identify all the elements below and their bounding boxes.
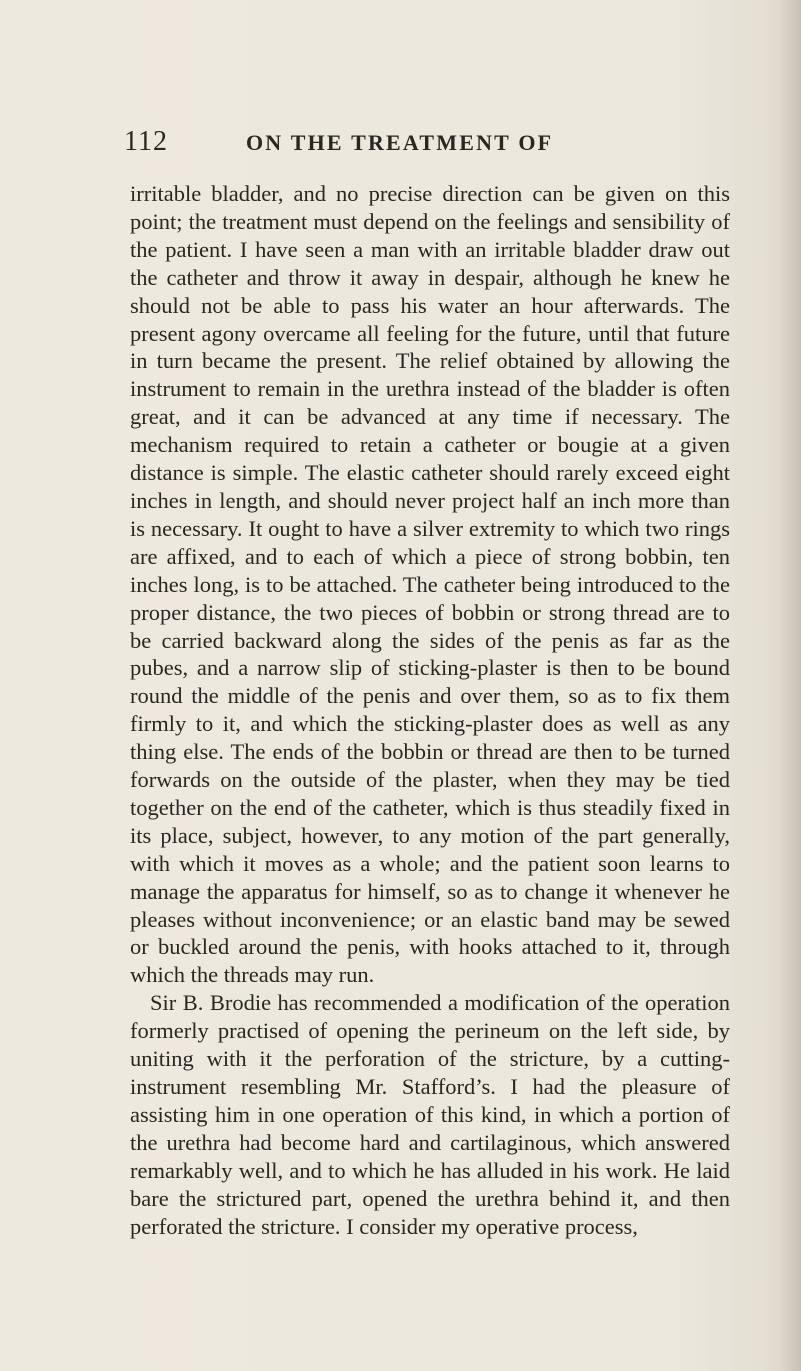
page-number: 112 bbox=[124, 126, 168, 157]
body-text bbox=[130, 180, 730, 1240]
paragraph-continuation: irritable bladder, and no precise direction can be given on this point; the treatment must depend on the feelings and sensibility of the patient. I have seen a man with an irritable bladder draw out the catheter and throw it away in despair, although he knew he should not be able to pass his water an hour afterwards. The present agony overcame all feeling for the future, until that future in turn became the present. The relief obtained by allowing the instrument to remain in the urethra instead of the bladder is often great, and it can be advanced at any time if necessary. The mechanism required to retain a catheter or bougie at a given distance is simple. The elastic catheter should rarely exceed eight inches in length, and should never project half an inch more than is necessary. It ought to have a silver extremity to which two rings are affixed, and to each of which a piece of strong bobbin, ten inches long, is to be attached. The catheter being introduced to the proper distance, the two pieces of bobbin or strong thread are to be carried backward along the sides of the penis as far as the pubes, and a narrow slip of sticking-plaster is then to be bound round the middle of the penis and over them, so as to fix them firmly to it, and which the sticking-plaster does as well as any thing else. The ends of the bobbin or thread are then to be turned forwards on the outside of the plaster, when they may be tied together on the end of the catheter, which is thus steadily fixed in its place, subject, however, to any motion of the part generally, with which it moves as a whole; and the patient soon learns to manage the apparatus for himself, so as to change it whenever he pleases without inconvenience; or an elastic band may be sewed or buckled around the penis, with hooks attached to it, through which the threads may run. bbox=[130, 181, 730, 988]
paragraph-brodie: Sir B. Brodie has recommended a modification of the operation formerly practised of opening the perineum on the left side, by uniting with it the perforation of the stricture, by a cutting-instrument resembling Mr. Stafford’s. I had the pleasure of assisting him in one operation of this kind, in which a portion of the urethra had become hard and cartilaginous, which answered remarkably well, and to which he has alluded in his work. He laid bare the strictured part, opened the urethra behind it, and then perforated the stricture. I consider my operative process, bbox=[130, 990, 730, 1239]
running-head: ON THE TREATMENT OF bbox=[246, 130, 554, 155]
page-header bbox=[124, 126, 684, 166]
page-edge-shadow bbox=[779, 0, 801, 1371]
